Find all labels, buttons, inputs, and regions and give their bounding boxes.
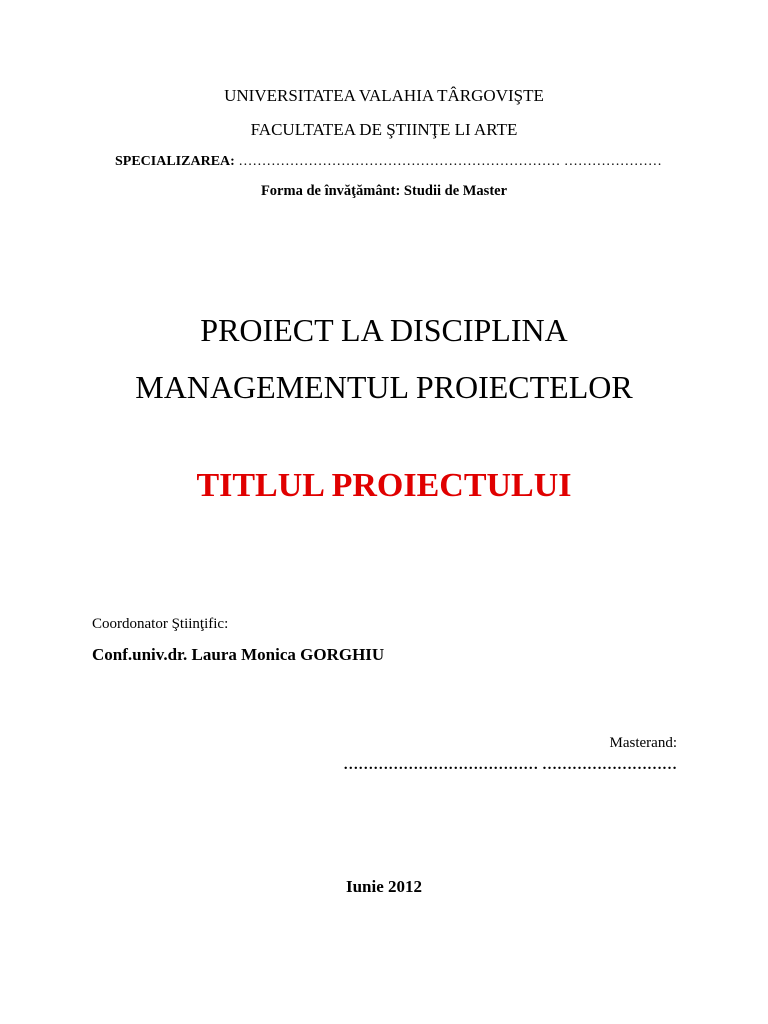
specialization-placeholder: …………………………………………………………… ………………… [234,154,662,169]
project-discipline-heading: PROIECT LA DISCIPLINA [200,312,568,348]
study-form: Forma de învăţământ: Studii de Master [260,183,508,199]
coordinator-name: Conf.univ.dr. Laura Monica GORGHIU [92,645,385,664]
student-label: Masterand: [609,735,677,751]
student-name-placeholder: ………………………………… ……………………… [343,757,677,773]
university-name: UNIVERSITATEA VALAHIA TÂRGOVIŞTE [224,86,544,105]
specialization-line [115,154,662,170]
project-discipline-name: MANAGEMENTUL PROIECTELOR [135,369,633,405]
document-date: Iunie 2012 [345,877,423,896]
specialization-label: SPECIALIZAREA: [115,154,235,169]
coordinator-label: Coordonator Ştiinţific: [92,616,229,632]
project-title: TITLUL PROIECTULUI [196,467,572,504]
faculty-name: FACULTATEA DE ŞTIINŢE LI ARTE [250,120,518,139]
